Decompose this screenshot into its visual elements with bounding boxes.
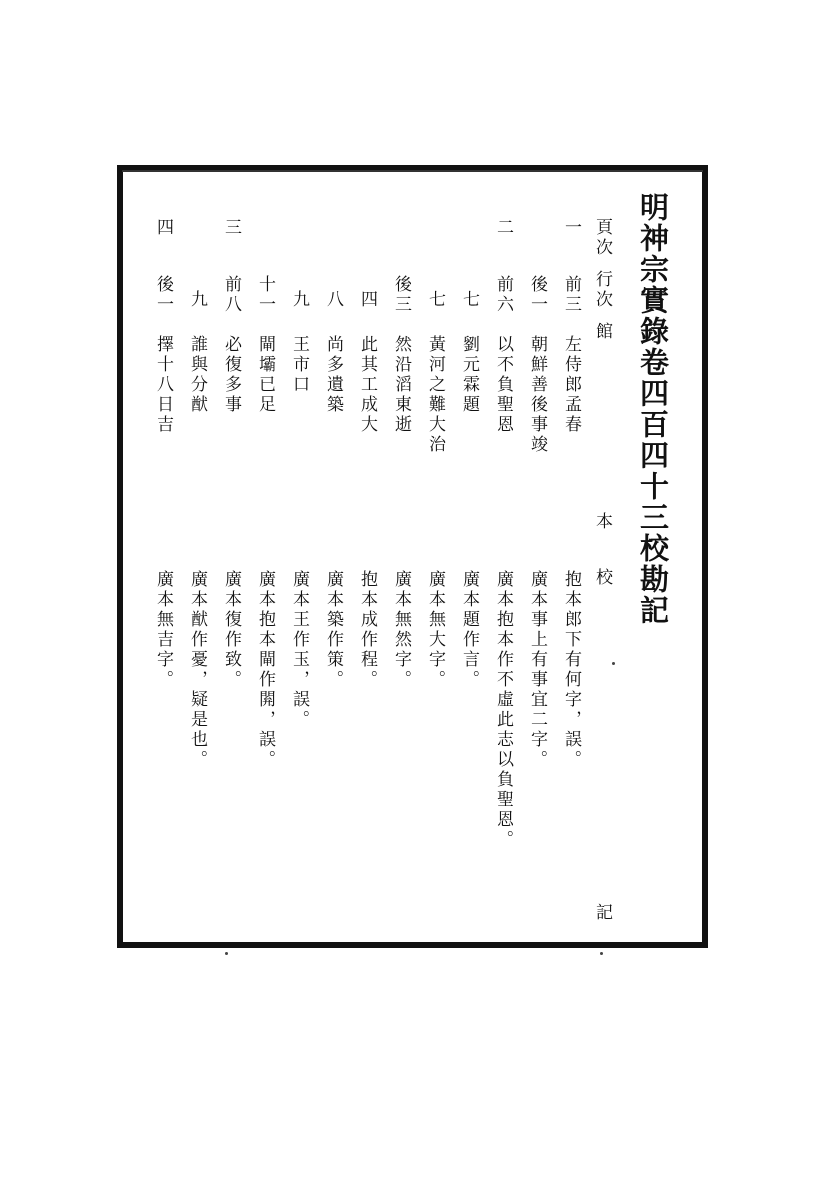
scan-speck (225, 952, 228, 955)
entry-line: 前六 (493, 275, 513, 315)
scan-speck (600, 952, 603, 955)
entry-line: 後一 (527, 275, 547, 315)
header-page-line-label (593, 218, 610, 342)
entry-page: 二 (493, 218, 513, 238)
entry-line: 十一 (255, 275, 275, 315)
entry-text: 此其工成大 (357, 335, 377, 435)
entry-line: 前八 (221, 275, 241, 315)
entry-line: 七 (425, 290, 445, 310)
entry-note: 廣本題作言。 (459, 570, 479, 690)
entry-page: 四 (153, 218, 173, 238)
entry-note: 抱本郎下有何字，誤。 (561, 570, 581, 770)
entry-line: 七 (459, 290, 479, 310)
header-page-label: 頁次 (592, 218, 612, 258)
entry-text: 黃河之難大治 (425, 335, 445, 455)
entry-text: 然沿滔東逝 (391, 335, 411, 435)
header-line-label: 行次 (592, 270, 612, 310)
header-ben-label: 本 (592, 512, 612, 532)
entry-text: 劉元霖題 (459, 335, 479, 415)
entry-text: 尚多遺築 (323, 335, 343, 415)
entry-line: 四 (357, 290, 377, 310)
entry-text: 以不負聖恩 (493, 335, 513, 435)
entry-note: 廣本抱本閘作閞，誤。 (255, 570, 275, 770)
entry-text: 擇十八日吉 (153, 335, 173, 435)
entry-note: 廣本王作玉，誤。 (289, 570, 309, 730)
header-edition-label: 館 (592, 322, 612, 342)
page-title: 明神宗實錄卷四百四十三校勘記 (636, 192, 670, 626)
entry-line: 後三 (391, 275, 411, 315)
entry-line: 九 (187, 290, 207, 310)
entry-page: 一 (561, 218, 581, 238)
entry-line: 後一 (153, 275, 173, 315)
entry-page: 三 (221, 218, 241, 238)
entry-text: 朝鮮善後事竣 (527, 335, 547, 455)
entry-note: 廣本抱本作不虛此志以負聖恩。 (493, 570, 513, 850)
entry-note: 廣本猷作憂，疑是也。 (187, 570, 207, 770)
entry-text: 王市口 (289, 335, 309, 395)
header-jiao-label: 校 (592, 568, 612, 588)
entry-text: 必復多事 (221, 335, 241, 415)
entry-note: 廣本事上有事宜二字。 (527, 570, 547, 770)
entry-note: 廣本無然字。 (391, 570, 411, 690)
entry-text: 閘壩已足 (255, 335, 275, 415)
entry-note: 廣本復作致。 (221, 570, 241, 690)
entry-note: 廣本無大字。 (425, 570, 445, 690)
entry-line: 九 (289, 290, 309, 310)
entry-text: 左侍郎孟春 (561, 335, 581, 435)
entry-note: 廣本築作策。 (323, 570, 343, 690)
entry-note: 廣本無吉字。 (153, 570, 173, 690)
entry-text: 誰與分猷 (187, 335, 207, 415)
entry-note: 抱本成作程。 (357, 570, 377, 690)
entry-line: 前三 (561, 275, 581, 315)
scan-speck (612, 662, 615, 665)
top-rule (122, 170, 703, 172)
page-border-frame (117, 165, 708, 948)
header-ji-label: 記 (592, 903, 612, 923)
entry-line: 八 (323, 290, 343, 310)
